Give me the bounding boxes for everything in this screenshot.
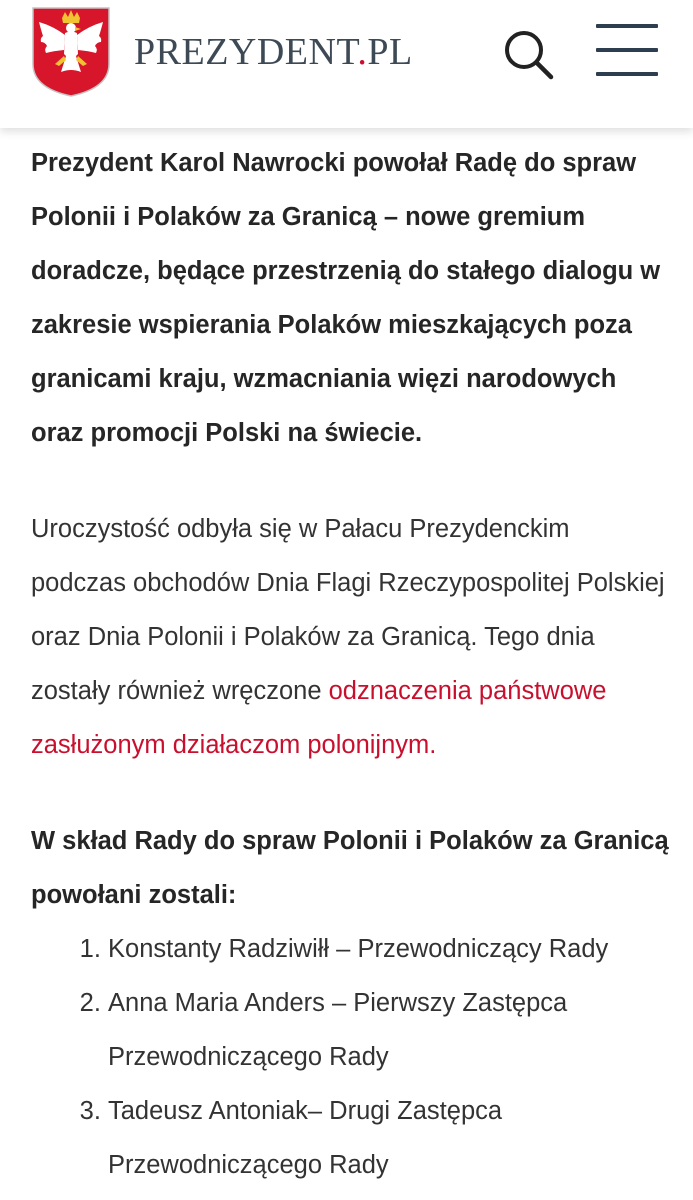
menu-bar-icon	[596, 24, 658, 28]
list-item: 1. Konstanty Radziwiłł – Przewodniczący Rady	[108, 922, 671, 976]
site-header	[0, 0, 693, 128]
decorations-link[interactable]: odznaczenia państwowe zasłużonym działaczom polonijnym.	[31, 677, 607, 759]
polish-eagle-emblem-logo[interactable]	[31, 6, 111, 98]
article-paragraph	[31, 502, 671, 772]
site-brand-name[interactable]	[134, 30, 413, 74]
search-button[interactable]	[500, 26, 556, 82]
council-heading: W skład Rady do spraw Polonii i Polaków za Granicą powołani zostali:	[31, 827, 669, 909]
menu-bar-icon	[596, 48, 658, 52]
brand-dot: .	[357, 31, 368, 73]
menu-bar-icon	[596, 72, 658, 76]
hamburger-menu-button[interactable]	[596, 24, 660, 78]
list-item: 3. Tadeusz Antoniak– Drugi Zastępca Przewodniczącego Rady	[108, 1084, 671, 1192]
search-icon	[500, 26, 556, 82]
article-body	[31, 136, 671, 1192]
article-lead: Prezydent Karol Nawrocki powołał Radę do spraw Polonii i Polaków za Granicą – nowe gremium doradcze, będące przestrzenią do stałego dialogu w zakresie wspierania Polaków mieszkających poza granicami kraju, wzmacniania więzi narodowych oraz promocji Polski na świecie.	[31, 149, 661, 447]
council-members-list	[31, 922, 671, 1192]
list-item: 2. Anna Maria Anders – Pierwszy Zastępca Przewodniczącego Rady	[108, 976, 671, 1084]
brand-tld: PL	[367, 31, 413, 73]
paragraph-text: Uroczystość odbyła się w Pałacu Prezydenckim podczas obchodów Dnia Flagi Rzeczypospolitej Polskiej oraz Dnia Polonii i Polaków za Granicą. Tego dnia zostały również wręczone	[31, 515, 665, 705]
brand-main: PREZYDENT	[134, 31, 358, 73]
